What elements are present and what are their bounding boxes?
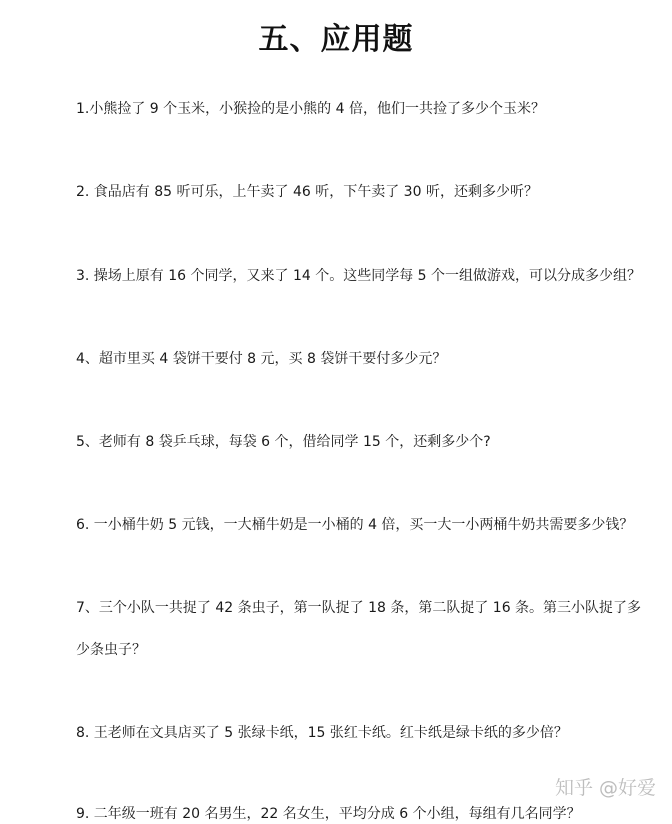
question-7-continuation: 少条虫子？ bbox=[76, 642, 146, 658]
page-title: 五、应用题 bbox=[258, 22, 414, 57]
question-4: 4、超市里买 4 袋饼干要付 8 元，买 8 袋饼干要付多少元？ bbox=[76, 351, 447, 367]
question-2: 2. 食品店有 85 听可乐，上午卖了 46 听，下午卖了 30 听，还剩多少听？ bbox=[76, 184, 538, 200]
question-1: 1.小熊捡了 9 个玉米，小猴捡的是小熊的 4 倍，他们一共捡了多少个玉米？ bbox=[76, 101, 545, 117]
question-5: 5、老师有 8 袋乒乓球，每袋 6 个，借给同学 15 个，还剩多少个? bbox=[76, 434, 491, 450]
question-8: 8. 王老师在文具店买了 5 张绿卡纸，15 张红卡纸。红卡纸是绿卡纸的多少倍？ bbox=[76, 725, 568, 741]
question-7: 7、三个小队一共捉了 42 条虫子，第一队捉了 18 条，第二队捉了 16 条。第三小队捉了多 bbox=[76, 600, 642, 616]
question-6: 6. 一小桶牛奶 5 元钱，一大桶牛奶是一小桶的 4 倍，买一大一小两桶牛奶共需要多少钱？ bbox=[76, 517, 634, 533]
question-3: 3. 操场上原有 16 个同学，又来了 14 个。这些同学每 5 个一组做游戏，可以分成多少组？ bbox=[76, 268, 642, 284]
question-9: 9. 二年级一班有 20 名男生，22 名女生，平均分成 6 个小组，每组有几名同学？ bbox=[76, 806, 581, 822]
zhihu-watermark: 知乎 @好爱 bbox=[554, 777, 656, 799]
